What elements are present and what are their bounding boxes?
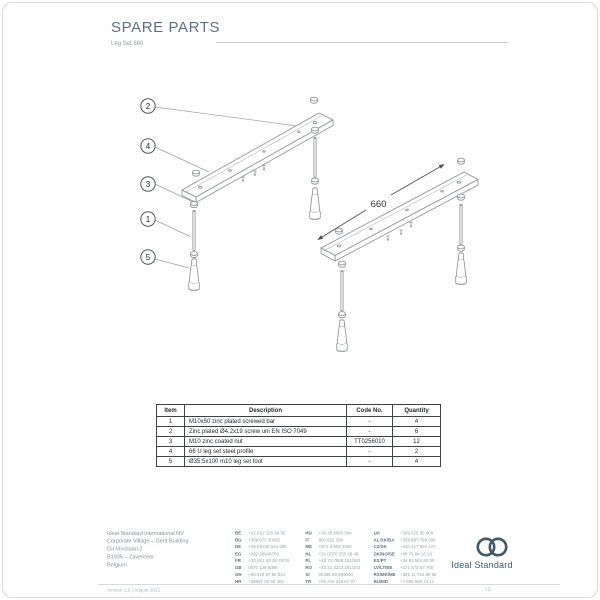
svg-text:5: 5	[145, 252, 151, 262]
nut	[191, 202, 198, 208]
callout-5	[141, 250, 155, 264]
phone-entry: UA +359 675 30 468	[373, 530, 434, 536]
cell-item: 2	[157, 427, 185, 437]
table-row	[157, 437, 441, 447]
phone-entry: GB 0870 129 6085	[235, 565, 278, 571]
cell-item: 4	[157, 447, 185, 457]
phone-entry: HU +36 30 6993 594	[305, 530, 352, 536]
cell-code: -	[347, 417, 393, 427]
table-row	[157, 457, 441, 467]
leg-foot	[189, 259, 200, 291]
address-line: B1935 – Zaventem	[107, 553, 154, 561]
cell-item: 1	[157, 417, 185, 427]
page-title: SPARE PARTS	[111, 19, 221, 36]
nut	[191, 252, 198, 258]
col-header-item: Item	[157, 405, 185, 417]
table-row	[157, 417, 441, 427]
col-header-code: Code No.	[347, 405, 393, 417]
svg-text:1: 1	[145, 214, 151, 224]
page-subtitle: Leg Set 660	[111, 41, 144, 47]
phone-column-2	[305, 530, 373, 585]
cell-quantity: 4	[393, 417, 441, 427]
callout-2	[141, 99, 155, 113]
phone-entry: BG +359 675 30362	[235, 537, 281, 543]
version-label: Version 1.0 | August 2022	[107, 587, 161, 593]
col-header-quantity: Quantity	[393, 405, 441, 417]
phone-entry: LV/LT/EE +371 673 57 700	[373, 565, 434, 571]
table-row	[157, 447, 441, 457]
phone-entry: SI 00386 59 959040	[305, 572, 353, 578]
callout-1	[141, 212, 155, 226]
nut	[336, 228, 343, 234]
screwed-bar	[193, 210, 195, 250]
phone-entry: ES/PT +34 93 561 80 00	[373, 558, 435, 564]
phone-entry: CZ/SK +420 417 592 170	[373, 544, 436, 550]
dimension-label: 660	[370, 199, 387, 210]
logo-text: Ideal Standard	[451, 560, 513, 570]
phone-entry: RS/MK/ME +381 11 712 80 58	[373, 572, 437, 578]
phone-entry: EG +202 26948700	[235, 551, 279, 557]
svg-text:3: 3	[145, 179, 151, 189]
callout-4	[141, 139, 155, 153]
address-line: Corporate Village – Gent Building	[107, 538, 189, 545]
cell-quantity: 2	[393, 447, 441, 457]
svg-text:4: 4	[145, 141, 151, 151]
cell-code: TT0256010	[347, 437, 393, 447]
nut	[339, 312, 346, 318]
svg-text:2: 2	[145, 101, 151, 111]
cell-item: 3	[157, 437, 185, 447]
right-bar-assembly	[321, 158, 478, 351]
address-line: Belgium	[107, 561, 127, 568]
left-bar-assembly	[182, 97, 333, 290]
exploded-diagram	[3, 3, 598, 598]
nut	[193, 170, 200, 176]
cell-description: M10 zinc coated nut	[185, 437, 347, 447]
cell-code: -	[347, 457, 393, 467]
screwed-bar	[341, 270, 343, 310]
cell-quantity: 4	[393, 457, 441, 467]
u-profile-bar	[182, 113, 333, 197]
phone-entry: DE +49 (0)228 521 580	[235, 544, 287, 550]
phone-entry: NL +31 (0)70 355 08 48	[305, 551, 359, 557]
phone-entry: TR +90 216 219 67 87	[305, 579, 356, 584]
phone-entry: IT 800 652 290	[305, 537, 344, 543]
address-line: Ideal Standard International NV	[107, 530, 184, 537]
screwed-bar	[314, 137, 316, 177]
phone-entry: HR +38591 02 66 304	[235, 579, 284, 584]
nut	[311, 97, 318, 103]
cell-quantity: 6	[393, 427, 441, 437]
phone-entry: RU/MD +7 495 669 23 11	[373, 579, 435, 584]
cell-item: 5	[157, 457, 185, 467]
cell-description: 66 U leg set steel profile	[185, 447, 347, 457]
phone-entry: BE +32 (0)2 325 66 55	[235, 530, 286, 536]
nut	[458, 194, 465, 200]
leg-foot	[337, 320, 348, 352]
footer-rule	[98, 584, 560, 585]
phone-entry: ME +971 4 804 2400	[305, 544, 352, 550]
table-header-row	[157, 405, 441, 417]
nut	[458, 158, 465, 164]
callout-leader-lines	[155, 107, 305, 268]
nut	[312, 127, 319, 133]
col-header-description: Description	[185, 405, 347, 417]
cell-description: Zinc plated Ø4.2x19 screw uni EN ISO 7049	[185, 427, 347, 437]
leg-foot	[456, 253, 467, 285]
parts-table	[156, 404, 441, 467]
page-number: 1|1	[485, 586, 492, 592]
nut	[339, 261, 346, 267]
phone-directory	[235, 530, 468, 585]
cell-description: Ø35,5x100 m10 leg set foot	[185, 457, 347, 467]
cell-quantity: 12	[393, 437, 441, 447]
phone-entry: AL/XK/BA +359 887 799 696	[373, 537, 436, 543]
phone-entry: PL +48 71 7868 161/162	[305, 558, 361, 564]
cell-description: M10x50 zinc plated screwed bar	[185, 417, 347, 427]
nut	[458, 245, 465, 251]
interlocked-rings-icon	[473, 535, 511, 559]
ideal-standard-logo	[441, 535, 523, 570]
phone-entry: GR +30 210 67 80 810	[235, 572, 286, 578]
phone-entry: DK/NO/SE +45 75 84 16 10	[373, 551, 432, 557]
cell-code: -	[347, 427, 393, 437]
cell-code: -	[347, 447, 393, 457]
callout-3	[141, 177, 155, 191]
address-line: Da Vincilaan 2	[107, 546, 143, 553]
document-page	[2, 2, 598, 598]
leg-foot	[310, 188, 321, 220]
phone-entry: FR +33 (0)1 49 38 28 00	[235, 558, 290, 564]
nut	[312, 178, 319, 184]
phone-column-1	[235, 530, 305, 585]
u-profile-bar	[321, 172, 478, 256]
phone-entry: RO +40 21 3223 201/202	[305, 565, 361, 571]
table-row	[157, 427, 441, 437]
screwed-bar	[460, 204, 462, 244]
